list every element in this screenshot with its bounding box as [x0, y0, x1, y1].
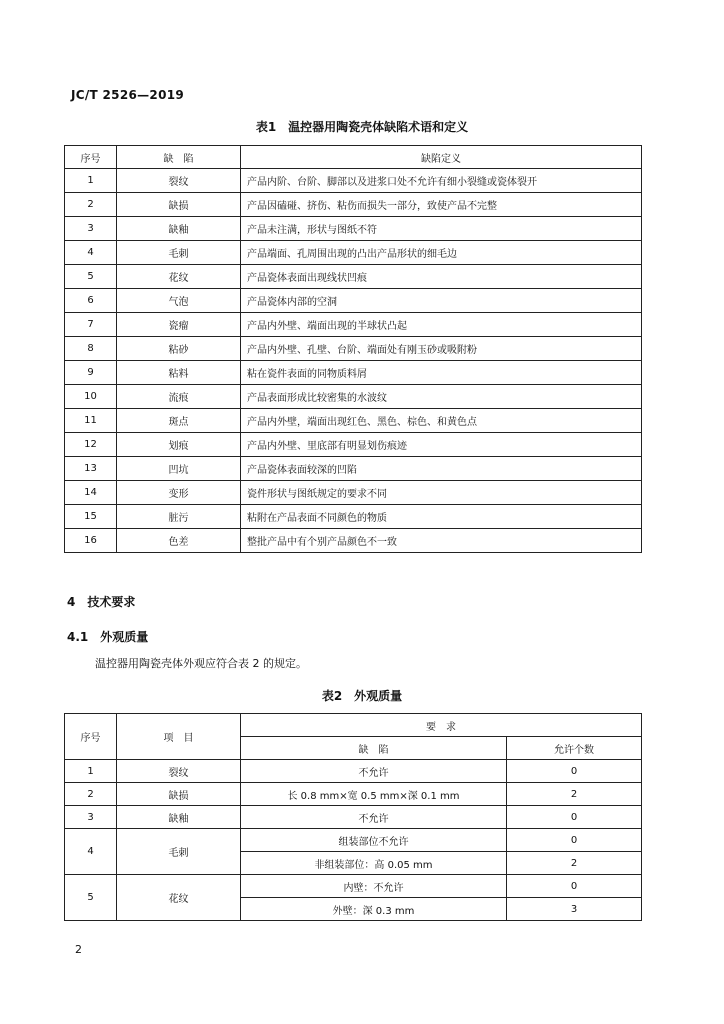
item-name: 毛刺 — [117, 829, 241, 875]
row-number: 11 — [65, 409, 117, 433]
defect-terms-table — [64, 145, 642, 553]
defect-name: 花纹 — [117, 265, 241, 289]
defect-name: 缺釉 — [117, 217, 241, 241]
defect-name: 粘料 — [117, 361, 241, 385]
item-name: 花纹 — [117, 875, 241, 921]
column-header-allowed-count: 允许个数 — [507, 737, 642, 760]
row-number: 13 — [65, 457, 117, 481]
defect-requirement: 外壁：深 0.3 mm — [241, 898, 507, 921]
row-number: 7 — [65, 313, 117, 337]
allowed-count: 0 — [507, 875, 642, 898]
row-number: 4 — [65, 241, 117, 265]
defect-requirement: 非组装部位：高 0.05 mm — [241, 852, 507, 875]
table2-caption: 表2 外观质量 — [321, 689, 403, 703]
defect-name: 瓷瘤 — [117, 313, 241, 337]
defect-definition: 产品内外壁，端面出现红色、黑色、棕色、和黄色点 — [241, 409, 642, 433]
table-header-row — [65, 146, 642, 169]
section-4-1-heading: 4.1 外观质量 — [67, 630, 149, 644]
row-number: 16 — [65, 529, 117, 553]
standard-code: JC/T 2526—2019 — [71, 88, 185, 102]
row-number: 4 — [65, 829, 117, 875]
table-row — [65, 193, 642, 217]
column-header-requirement: 要 求 — [241, 714, 642, 737]
item-name: 裂纹 — [117, 760, 241, 783]
table-row — [65, 385, 642, 409]
defect-name: 色差 — [117, 529, 241, 553]
defect-name: 毛刺 — [117, 241, 241, 265]
row-number: 1 — [65, 760, 117, 783]
defect-definition: 整批产品中有个别产品颜色不一致 — [241, 529, 642, 553]
row-number: 5 — [65, 265, 117, 289]
defect-name: 缺损 — [117, 193, 241, 217]
defect-definition: 产品因磕碰、挤伤、粘伤而损失一部分，致使产品不完整 — [241, 193, 642, 217]
item-name: 缺损 — [117, 783, 241, 806]
table-row — [65, 481, 642, 505]
defect-definition: 产品端面、孔周围出现的凸出产品形状的细毛边 — [241, 241, 642, 265]
row-number: 5 — [65, 875, 117, 921]
table-row — [65, 457, 642, 481]
table-row — [65, 241, 642, 265]
defect-name: 裂纹 — [117, 169, 241, 193]
row-number: 3 — [65, 806, 117, 829]
page-number: 2 — [75, 943, 82, 956]
table-row — [65, 829, 642, 852]
defect-name: 气泡 — [117, 289, 241, 313]
row-number: 9 — [65, 361, 117, 385]
row-number: 15 — [65, 505, 117, 529]
table-row — [65, 217, 642, 241]
table-row — [65, 169, 642, 193]
defect-definition: 产品内外壁、端面出现的半球状凸起 — [241, 313, 642, 337]
table-row — [65, 289, 642, 313]
table-row — [65, 806, 642, 829]
table-row — [65, 760, 642, 783]
table-row — [65, 361, 642, 385]
defect-definition: 产品瓷体内部的空洞 — [241, 289, 642, 313]
row-number: 10 — [65, 385, 117, 409]
defect-definition: 产品表面形成比较密集的水波纹 — [241, 385, 642, 409]
table-row — [65, 529, 642, 553]
row-number: 6 — [65, 289, 117, 313]
defect-definition: 产品瓷体表面出现线状凹痕 — [241, 265, 642, 289]
defect-name: 变形 — [117, 481, 241, 505]
allowed-count: 0 — [507, 806, 642, 829]
table-row — [65, 409, 642, 433]
allowed-count: 3 — [507, 898, 642, 921]
table-row — [65, 875, 642, 898]
defect-name: 斑点 — [117, 409, 241, 433]
table1-caption: 表1 温控器用陶瓷壳体缺陷术语和定义 — [255, 120, 469, 134]
table-row — [65, 433, 642, 457]
allowed-count: 2 — [507, 852, 642, 875]
defect-definition: 产品内外壁、里底部有明显划伤痕迹 — [241, 433, 642, 457]
defect-name: 粘砂 — [117, 337, 241, 361]
defect-definition: 粘在瓷件表面的同物质料屑 — [241, 361, 642, 385]
defect-definition: 产品内外壁、孔壁、台阶、端面处有刚玉砂或吸附粉 — [241, 337, 642, 361]
column-header-definition: 缺陷定义 — [241, 146, 642, 169]
table-row — [65, 783, 642, 806]
row-number: 2 — [65, 783, 117, 806]
allowed-count: 0 — [507, 760, 642, 783]
table-row — [65, 313, 642, 337]
row-number: 8 — [65, 337, 117, 361]
allowed-count: 2 — [507, 783, 642, 806]
table-header-row — [65, 714, 642, 737]
column-header-defect: 缺 陷 — [241, 737, 507, 760]
column-header-defect: 缺 陷 — [117, 146, 241, 169]
row-number: 12 — [65, 433, 117, 457]
row-number: 2 — [65, 193, 117, 217]
defect-definition: 产品未注满，形状与图纸不符 — [241, 217, 642, 241]
column-header-item: 项 目 — [117, 714, 241, 760]
row-number: 1 — [65, 169, 117, 193]
defect-requirement: 长 0.8 mm×宽 0.5 mm×深 0.1 mm — [241, 783, 507, 806]
allowed-count: 0 — [507, 829, 642, 852]
defect-name: 划痕 — [117, 433, 241, 457]
section-4-1-paragraph: 温控器用陶瓷壳体外观应符合表 2 的规定。 — [95, 657, 307, 670]
table-row — [65, 265, 642, 289]
defect-name: 凹坑 — [117, 457, 241, 481]
table-row — [65, 337, 642, 361]
row-number: 14 — [65, 481, 117, 505]
column-header-no: 序号 — [65, 146, 117, 169]
item-name: 缺釉 — [117, 806, 241, 829]
defect-definition: 产品内阶、台阶、脚部以及进浆口处不允许有细小裂缝或瓷体裂开 — [241, 169, 642, 193]
table-row — [65, 505, 642, 529]
defect-requirement: 不允许 — [241, 760, 507, 783]
defect-definition: 瓷件形状与图纸规定的要求不同 — [241, 481, 642, 505]
defect-name: 脏污 — [117, 505, 241, 529]
column-header-no: 序号 — [65, 714, 117, 760]
defect-requirement: 组装部位不允许 — [241, 829, 507, 852]
defect-definition: 粘附在产品表面不同颜色的物质 — [241, 505, 642, 529]
appearance-quality-table — [64, 713, 642, 921]
defect-requirement: 内壁：不允许 — [241, 875, 507, 898]
row-number: 3 — [65, 217, 117, 241]
section-4-heading: 4 技术要求 — [67, 595, 136, 609]
defect-requirement: 不允许 — [241, 806, 507, 829]
defect-definition: 产品瓷体表面较深的凹陷 — [241, 457, 642, 481]
defect-name: 流痕 — [117, 385, 241, 409]
